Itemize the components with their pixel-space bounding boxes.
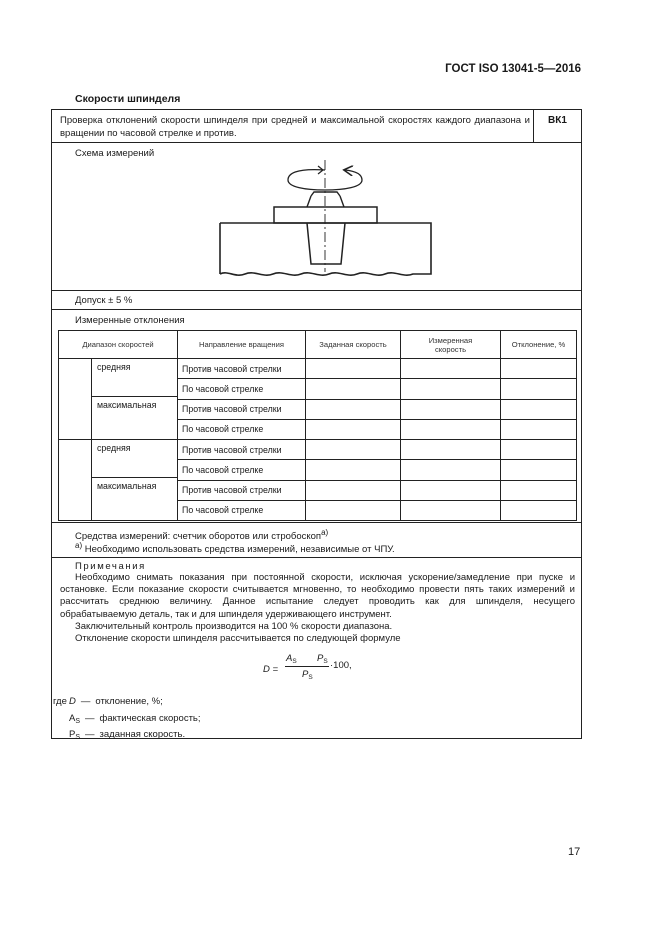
deviation-cell[interactable] [501,359,577,379]
range-number-cell [59,359,92,439]
spindle-flange [274,207,377,223]
measured-speed-cell[interactable] [401,460,501,480]
column-header: Отклонение, % [501,331,577,359]
section-title: Скорости шпинделя [75,93,181,105]
rotation-direction-cell: По часовой стрелке [178,500,306,520]
divider [52,309,581,310]
note-paragraph: Необходимо снимать показания при постоянной скорости, исключая ускорение/замедление при пуске и остановке. Если показание скорости считывается мгновенно, то необходимо провести пять таких измерений и рассчитать среднюю величину. Данное испытание следует проводить как для шпинделя, несущего обрабатываемую деталь, так и для шпинделя удерживающего инструмент. [60,572,575,620]
spindle-taper [307,223,345,264]
measured-speed-cell[interactable] [401,419,501,439]
spindle-housing [220,223,431,275]
tolerance-label: Допуск ± 5 % [75,295,133,306]
column-header: Направление вращения [178,331,306,359]
set-speed-cell[interactable] [306,359,401,379]
measured-speed-cell[interactable] [401,379,501,399]
measured-speed-cell[interactable] [401,500,501,520]
measured-speed-cell[interactable] [401,480,501,500]
speed-level-label: максимальная [97,481,157,491]
deviation-cell[interactable] [501,379,577,399]
notes-heading: Примечания [75,561,146,572]
range-group-cell [59,359,178,440]
deviation-cell[interactable] [501,440,577,460]
measured-label: Измеренные отклонения [75,315,185,326]
set-speed-cell[interactable] [306,419,401,439]
set-speed-cell[interactable] [306,379,401,399]
speed-level-label: средняя [92,359,177,397]
column-header: Заданная скорость [306,331,401,359]
table-row [59,359,577,379]
code-cell-divider [533,110,534,142]
measured-speed-cell[interactable] [401,440,501,460]
check-description: Проверка отклонений скорости шпинделя при средней и максимальной скоростях каждого диапазона и вращении по часовой стрелке и против. [60,115,530,139]
definition-row: где D — отклонение, %; [53,696,163,707]
deviation-formula: D = $A_S$ $P_S$ $P_S$ ·100, [263,653,352,681]
definition-symbol: D [69,696,76,707]
measured-speed-cell[interactable] [401,399,501,419]
rotation-direction-cell: По часовой стрелке [178,419,306,439]
speed-level-label: средняя [92,440,177,478]
rotation-direction-cell: Против часовой стрелки [178,399,306,419]
formula-definitions [53,695,201,745]
deviation-cell[interactable] [501,399,577,419]
instruments-footnote: $^{а)}$ Необходимо использовать средства измерений, независимые от ЧПУ. [75,541,395,556]
measured-speed-cell[interactable] [401,359,501,379]
deviation-cell[interactable] [501,480,577,500]
definition-row: $A_S$ — фактическая скорость; [69,712,201,725]
deviation-cell[interactable] [501,500,577,520]
speed-level-label: максимальная [97,400,157,410]
document-header: ГОСТ ISO 13041-5—2016 [445,63,581,75]
divider [52,557,581,558]
definition-text: фактическая скорость; [99,712,201,724]
divider [52,290,581,291]
set-speed-cell[interactable] [306,440,401,460]
deviation-cell[interactable] [501,419,577,439]
rotation-direction-cell: По часовой стрелке [178,460,306,480]
definition-text: отклонение, %; [95,696,163,707]
set-speed-cell[interactable] [306,399,401,419]
range-group-cell [59,440,178,521]
instruments-text: Средства измерений: счетчик оборотов или стробоскоп$^{а)}$ [75,528,329,543]
column-header: Диапазон скоростей [59,331,178,359]
rotation-direction-cell: По часовой стрелке [178,379,306,399]
divider [52,522,581,523]
definition-row: $P_S$ — заданная скорость. [69,729,186,741]
deviation-cell[interactable] [501,460,577,480]
measurement-schema-drawing [215,160,435,285]
definition-symbol: $P_S$ [69,729,81,741]
set-speed-cell[interactable] [306,480,401,500]
page-number: 17 [568,846,581,858]
range-number-cell [59,440,92,520]
table-row [59,440,577,460]
divider [52,142,581,143]
note-paragraph: Отклонение скорости шпинделя рассчитывается по следующей формуле [75,633,401,645]
schema-label: Схема измерений [75,148,155,159]
measured-deviations-table [58,330,577,521]
rotation-direction-cell: Против часовой стрелки [178,480,306,500]
rotation-direction-cell: Против часовой стрелки [178,359,306,379]
set-speed-cell[interactable] [306,500,401,520]
set-speed-cell[interactable] [306,460,401,480]
check-code: ВК1 [548,115,567,126]
rotation-direction-cell: Против часовой стрелки [178,440,306,460]
notes-body [60,572,575,645]
definition-symbol: $A_S$ [69,712,81,725]
column-header: Измеренная скорость [401,331,501,359]
fraction-bar [285,666,329,667]
definition-text: заданная скорость. [99,729,186,740]
note-paragraph: Заключительный контроль производится на 100 % скорости диапазона. [75,620,393,632]
